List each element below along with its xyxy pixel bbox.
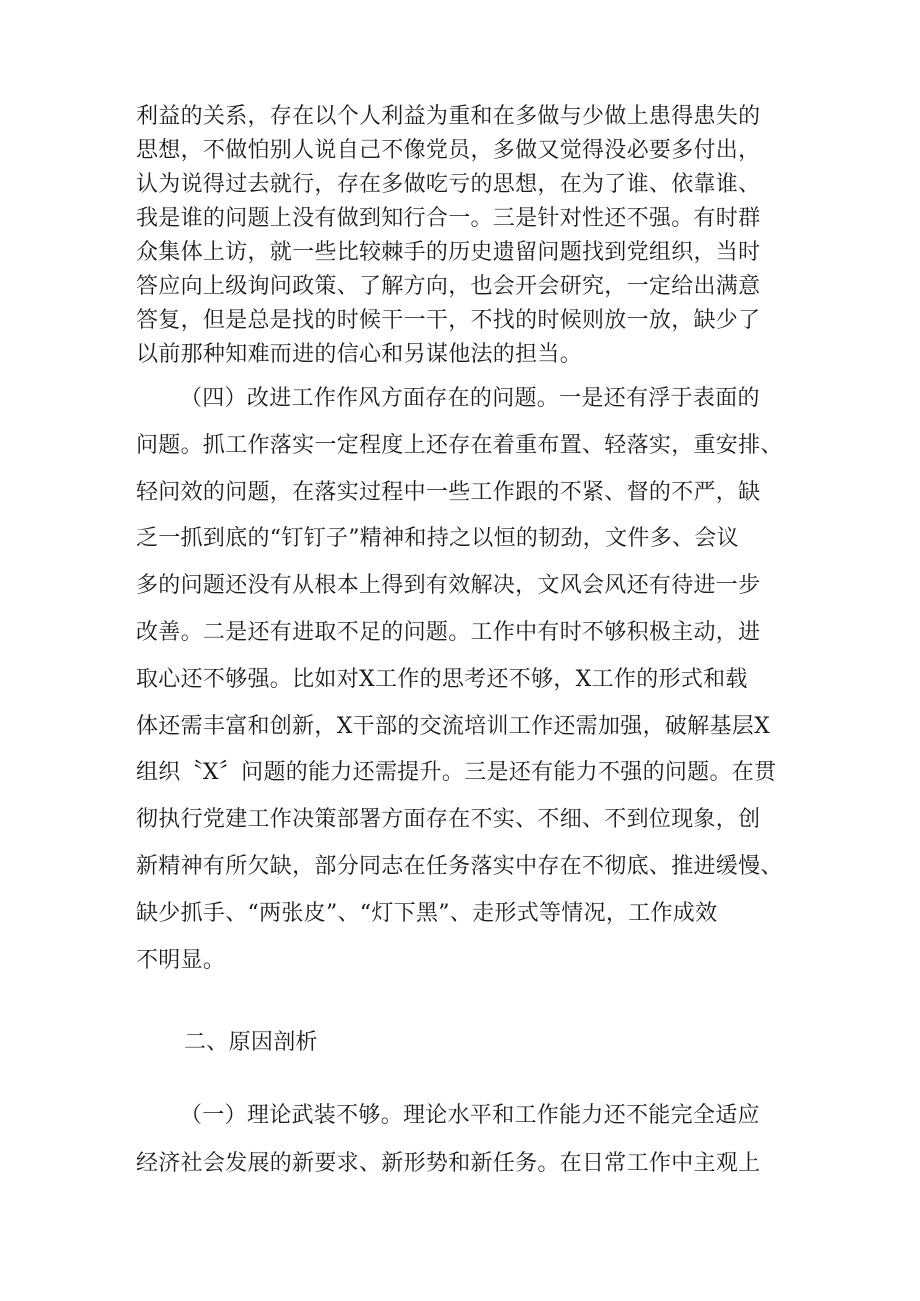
text-line: 认为说得过去就行，存在多做吃亏的思想，在为了谁、依靠谁、 — [136, 172, 761, 197]
paragraph-prior-section-continuation — [136, 100, 816, 372]
text-line: 问题。抓工作落实一定程度上还存在着重布置、轻落实，重安排、 — [136, 432, 783, 458]
text-line: 经济社会发展的新要求、新形势和新任务。在日常工作中主观上 — [136, 1151, 761, 1176]
text-line: 彻执行党建工作决策部署方面存在不实、不细、不到位现象，创 — [136, 807, 761, 833]
text-line: 多的问题还没有从根本上得到有效解决，文风会风还有待进一步 — [136, 573, 761, 599]
text-line: 我是谁的问题上没有做到知行合一。三是针对性还不强。有时群 — [136, 206, 761, 231]
section-heading: 二、原因剖析 — [184, 1030, 318, 1055]
text-line: 以前那种知难而进的信心和另谋他法的担当。 — [136, 342, 583, 367]
text-line: 不明显。 — [136, 947, 226, 973]
text-line: 组织〝X〞问题的能力还需提升。三是还有能力不强的问题。在贯 — [136, 760, 777, 786]
text-line: 思想，不做怕别人说自己不像党员，多做又觉得没必要多付出， — [136, 138, 761, 163]
text-line: 改善。二是还有进取不足的问题。工作中有时不够积极主动，进 — [136, 619, 761, 645]
text-line: 乏一抓到底的“钉钉子”精神和持之以恒的韧劲，文件多、会议 — [136, 526, 739, 552]
text-line: 轻问效的问题，在落实过程中一些工作跟的不紧、督的不严，缺 — [136, 479, 761, 505]
text-line: 新精神有所欠缺，部分同志在任务落实中存在不彻底、推进缓慢、 — [136, 853, 783, 879]
text-line: 众集体上访，就一些比较棘手的历史遗留问题找到党组织，当时 — [136, 240, 761, 265]
text-line: 取心还不够强。比如对X工作的思考还不够，X工作的形式和载 — [136, 666, 748, 692]
paragraph-work-style-problems — [136, 376, 816, 984]
text-line: 缺少抓手、“两张皮”、“灯下黑”、走形式等情况，工作成效 — [136, 900, 718, 926]
paragraph-theory-analysis — [136, 1092, 816, 1188]
text-line: 答复，但是总是找的时候干一干，不找的时候则放一放，缺少了 — [136, 308, 761, 333]
text-line: 答应向上级询问政策、了解方向，也会开会研究，一定给出满意 — [136, 274, 761, 299]
text-line: 体还需丰富和创新，X干部的交流培训工作还需加强，破解基层X — [136, 713, 771, 739]
text-line: （一）理论武装不够。理论水平和工作能力还不能完全适应 — [180, 1103, 760, 1128]
text-line: （四）改进工作作风方面存在的问题。一是还有浮于表面的 — [180, 386, 760, 411]
text-line: 利益的关系，存在以个人利益为重和在多做与少做上患得患失的 — [136, 104, 761, 129]
